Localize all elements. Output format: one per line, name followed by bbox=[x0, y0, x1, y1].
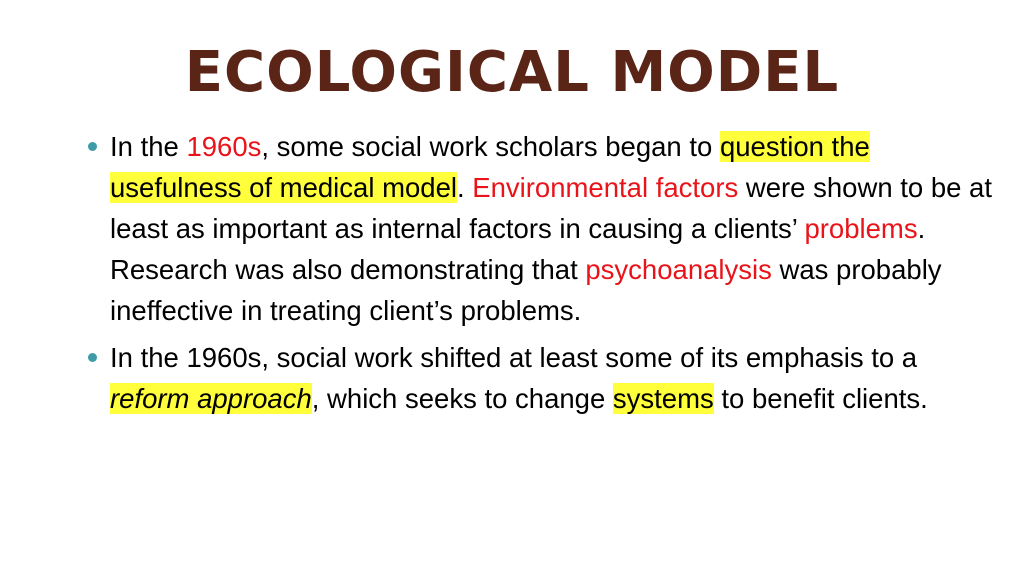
highlight-red-environmental: Environmental factors bbox=[472, 172, 739, 203]
highlight-red-1960s: 1960s bbox=[186, 131, 262, 162]
highlight-yellow-reform-approach: reform approach bbox=[110, 383, 312, 414]
slide-title: ECOLOGICAL MODEL bbox=[184, 40, 840, 105]
highlight-red-problems: problems bbox=[804, 213, 918, 244]
text-segment: , some social work scholars began to bbox=[261, 131, 720, 162]
text-segment: were shown to be at least as important as internal factors in causing a clients’ bbox=[110, 172, 992, 244]
highlight-red-psychoanalysis: psychoanalysis bbox=[585, 254, 772, 285]
text-segment: In the bbox=[110, 131, 187, 162]
highlight-yellow-systems: systems bbox=[612, 383, 714, 414]
bullet-item-1 bbox=[88, 126, 998, 331]
bullet-2-text bbox=[110, 342, 928, 414]
bullet-list bbox=[88, 126, 998, 425]
bullet-dot-icon bbox=[88, 142, 97, 151]
bullet-item-2 bbox=[88, 337, 998, 419]
text-segment: In the 1960s, social work shifted at least some of its emphasis to a bbox=[110, 342, 918, 373]
highlight-yellow-question: question the usefulness of medical model bbox=[110, 131, 870, 203]
text-segment: was probably ineffective in treating client’s problems. bbox=[110, 254, 942, 326]
text-segment: , which seeks to change bbox=[311, 383, 613, 414]
bullet-dot-icon bbox=[88, 353, 97, 362]
text-segment: to benefit clients. bbox=[713, 383, 928, 414]
text-segment: . Research was also demonstrating that bbox=[110, 213, 926, 285]
bullet-1-text bbox=[110, 131, 992, 326]
text-segment: . bbox=[457, 172, 473, 203]
